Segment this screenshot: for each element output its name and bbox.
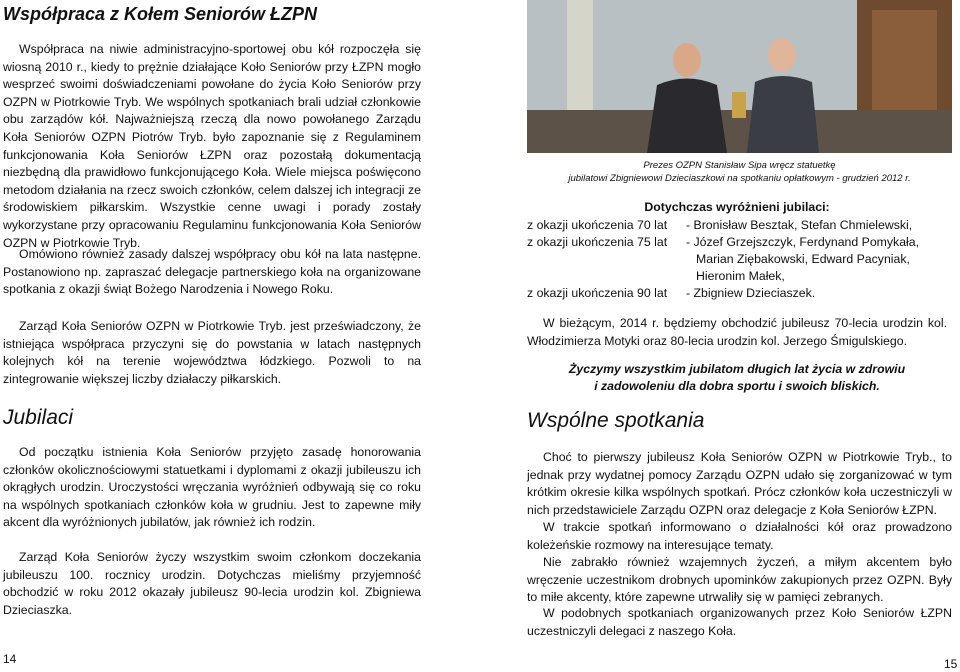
board-text: Zarząd Koła Seniorów OZPN w Piotrkowie Tryb. jest przeświadczony, że istniejąca współpraca przyczyni się do powstania w latach następnych kolejnych kół na terenie województwa łódzkiego. Pozwoli to na zintegrowanie większej liczby działaczy piłkarskich.: [3, 319, 421, 386]
jubilaci-paragraph-2: [3, 549, 421, 619]
photo-illustration: [527, 0, 952, 153]
jubilee-70-names: - Bronisław Besztak, Stefan Chmielewski,: [686, 218, 913, 232]
page-number-left: 14: [3, 652, 17, 666]
meetings-paragraph-1: [527, 449, 952, 519]
intro-paragraph: [3, 41, 421, 252]
jubilaci-list-title: Dotychczas wyróżnieni jubilaci:: [644, 200, 830, 214]
meetings-paragraph-3: [527, 554, 952, 607]
current-year-text: W bieżącym, 2014 r. będziemy obchodzić jubileusz 70-lecia urodzin kol. Włodzimierza Motyki oraz 80-lecia urodzin kol. Jerzego Śmigulskiego.: [527, 316, 947, 348]
meetings-text-3: Nie zabrakło również wzajemnych życzeń, a miłym akcentem było wręczenie uczestnikom drobnych upominków zakupionych przez OZPN. Były to miłe akcenty, które zapewne utrwaliły się w pamięci zebranych.: [527, 555, 952, 605]
intro-text: Współpraca na niwie administracyjno-sportowej obu kół rozpoczęła się wiosną 2010 r., kiedy to prężnie działające Koło Seniorów przy ŁZPN mogło wesprzeć swoimi doświadczeniami powołane do życia Koło Seniorów przy OZPN w Piotrkowie Tryb. We wspólnych spotkaniach brali udział członkowie obu zarządów kół. Najważniejszą rzeczą dla nowo powołanego Zarządu Koła Seniorów OZPN Piotrów Tryb. było zapoznanie się z Regulaminem funkcjonowania Koła Seniorów ŁZPN oraz pozostałą dokumentacją niezbędną dla prawidłowo funkcjonującego Koła. Wiele miejsca poświęcono metodom działania na rzecz swoich członków, celem dalszej ich integracji ze środowiskiem piłkarskim. Wszystkie cenne uwagi i porady zostały wykorzystane przy opracowaniu Regulaminu funkcjonowania Koła Seniorów OZPN w Piotrkowie Tryb.: [3, 42, 421, 250]
jubilaci-text-2: Zarząd Koła Seniorów życzy wszystkim swoim członkom doczekania jubileuszu 100. rocznicy urodzin. Dotychczas mieliśmy przyjemność obchodzić w roku 2012 okazały jubileusz 90-lecia urodzin kol. Zbigniewa Dzieciaszka.: [3, 550, 421, 617]
photo-caption-line-1: Prezes OZPN Stanisław Sipa wręcz statuetkę: [643, 160, 836, 171]
meetings-text-4: W podobnych spotkaniach organizowanych przez Koło Seniorów ŁZPN uczestniczyli delegaci z naszego Koła.: [527, 606, 952, 638]
page-title: Współpraca z Kołem Seniorów ŁZPN: [3, 4, 318, 24]
meetings-text-1: Choć to pierwszy jubileusz Koła Seniorów OZPN w Piotrkowie Tryb., to jednak przy wydatnej pomocy Zarządu OZPN udało się zorganizować w tym krótkim okresie kilka wspólnych spotkań. Prócz członków koła uczestniczyli w nich przedstawiciele Zarządu OZPN oraz delegacje z Koła Seniorów ŁZPN.: [527, 450, 952, 517]
jubilee-75-names-cont-2: Hieronim Małek,: [696, 269, 785, 283]
jubilaci-text-1: Od początku istnienia Koła Seniorów przyjęto zasadę honorowania członków okolicznościowymi statuetkami i dyplomami z okazji jubileuszu ich okrągłych urodzin. Uroczystości wręczania wyróżnień odbywają się co roku na wspólnych spotkaniach członków koła w grudniu. Jest to zapewne miły akcent dla wyróżnionych jubilatów, jak również ich rodzin.: [3, 445, 421, 530]
board-paragraph: [3, 318, 421, 388]
meetings-heading: Wspólne spotkania: [527, 409, 705, 432]
jubilee-75-label: z okazji ukończenia 75 lat: [527, 235, 668, 249]
page-number-right: 15: [944, 657, 958, 671]
jubilee-75-names-cont-1: Marian Ziębakowski, Edward Pacyniak,: [696, 252, 910, 266]
jubilaci-heading: Jubilaci: [3, 406, 74, 429]
wish-line-2: i zadowoleniu dla dobra sportu i swoich bliskich.: [594, 379, 880, 393]
meetings-text-2: W trakcie spotkań informowano o działalności kół oraz prowadzono koleżeńskie rozmowy na interesujące tematy.: [527, 520, 952, 552]
jubilee-70-label: z okazji ukończenia 70 lat: [527, 218, 668, 232]
meetings-paragraph-4: [527, 605, 952, 640]
jubilee-90-label: z okazji ukończenia 90 lat: [527, 286, 668, 300]
jubilee-75-names: - Józef Grzejszczyk, Ferdynand Pomykała,: [686, 235, 920, 249]
current-year-paragraph: [527, 315, 947, 350]
jubilaci-paragraph-1: [3, 444, 421, 532]
jubilee-90-names: - Zbigniew Dzieciaszek.: [686, 286, 816, 300]
award-photo: [527, 0, 952, 153]
cooperation-text: Omówiono również zasady dalszej współpracy obu kół na lata następne. Postanowiono np. zapraszać delegacje partnerskiego koła na organizowane spotkania z okazji świąt Bożego Narodzenia i Nowego Roku.: [3, 247, 421, 297]
cooperation-paragraph: [3, 246, 421, 299]
meetings-paragraph-2: [527, 519, 952, 554]
wish-line-1: Życzymy wszystkim jubilatom długich lat życia w zdrowiu: [568, 362, 906, 376]
photo-caption-line-2: jubilatowi Zbigniewowi Dzieciaszkowi na spotkaniu opłatkowym - grudzień 2012 r.: [568, 173, 911, 184]
